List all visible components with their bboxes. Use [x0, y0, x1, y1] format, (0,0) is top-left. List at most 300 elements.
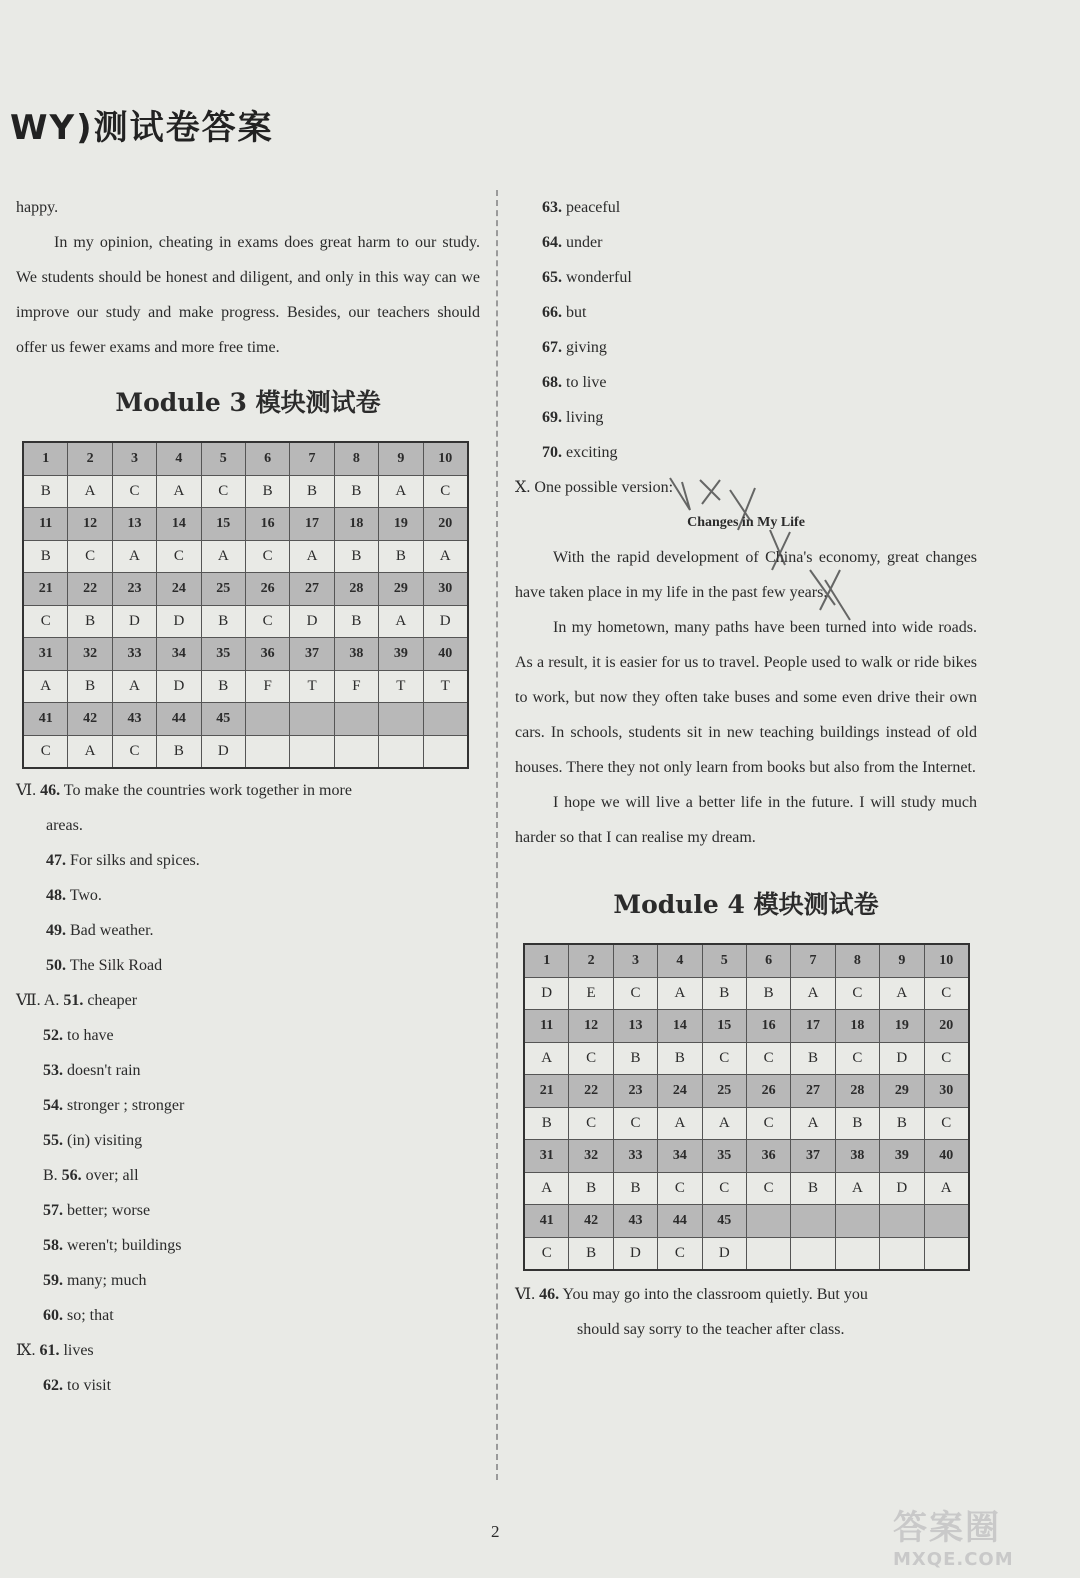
essay-paragraph: In my opinion, cheating in exams does great harm to our study. We students should be honest and diligent, and only in this way can we improve our study and make progress. Besides, our teachers should offer us fewer exams and more free time.	[16, 234, 480, 356]
table-header-row	[23, 638, 468, 671]
answer-cell: A	[68, 475, 112, 508]
table-answer-row	[23, 670, 468, 703]
question-number-cell	[791, 1205, 835, 1238]
answer-cell: C	[613, 1107, 657, 1140]
question-number-cell: 26	[245, 573, 289, 606]
answer-cell: B	[334, 475, 378, 508]
answer-cell: D	[880, 1172, 924, 1205]
answer-cell: D	[423, 605, 468, 638]
answer-text: Two.	[66, 887, 102, 904]
question-number: 64.	[542, 234, 562, 251]
answer-line	[16, 913, 480, 948]
answer-line	[16, 948, 480, 983]
answer-text: so; that	[63, 1307, 114, 1324]
question-number-cell: 34	[658, 1140, 702, 1173]
question-number: 65.	[542, 269, 562, 286]
question-number-cell: 17	[791, 1010, 835, 1043]
answer-line	[16, 878, 480, 913]
question-number-cell	[245, 703, 289, 736]
answer-cell: A	[379, 605, 423, 638]
answer-text: To make the countries work together in more	[60, 782, 352, 799]
question-number-cell: 27	[290, 573, 334, 606]
question-number-cell: 17	[290, 508, 334, 541]
answer-cell: C	[68, 540, 112, 573]
answer-cell: C	[746, 1107, 790, 1140]
table-header-row	[23, 573, 468, 606]
question-number-cell: 14	[157, 508, 201, 541]
question-number: 60.	[43, 1307, 63, 1324]
question-number-cell: 31	[524, 1140, 569, 1173]
section-label: Ⅵ.	[16, 782, 41, 799]
answer-line	[16, 1123, 480, 1158]
answer-text: weren't; buildings	[63, 1237, 182, 1254]
answer-text: to visit	[63, 1377, 112, 1394]
table-header-row	[524, 1140, 969, 1173]
question-number: 46.	[40, 782, 61, 799]
question-number: 70.	[542, 444, 562, 461]
answer-line	[16, 808, 480, 843]
intro-fragment: happy.	[16, 199, 59, 216]
answer-cell: B	[334, 605, 378, 638]
answer-line	[515, 295, 977, 330]
question-number-cell	[334, 703, 378, 736]
answer-cell: A	[112, 540, 156, 573]
question-number-cell: 34	[157, 638, 201, 671]
question-number: 55.	[43, 1132, 63, 1149]
answer-cell: A	[524, 1042, 569, 1075]
answer-cell: B	[702, 977, 746, 1010]
answer-cell: C	[23, 735, 68, 768]
answer-text: cheaper	[83, 992, 138, 1009]
question-number-cell: 43	[112, 703, 156, 736]
question-number-cell: 30	[423, 573, 468, 606]
question-number-cell: 7	[791, 944, 835, 977]
question-number: 67.	[542, 339, 562, 356]
answer-cell: B	[201, 605, 245, 638]
answer-cell: T	[423, 670, 468, 703]
answer-cell: A	[924, 1172, 969, 1205]
module4-title: Module 4 模块测试卷	[613, 890, 879, 919]
table-header-row	[524, 1075, 969, 1108]
question-number-cell: 1	[23, 442, 68, 475]
question-number: 57.	[43, 1202, 63, 1219]
question-number-cell: 3	[112, 442, 156, 475]
q46-line	[515, 1277, 977, 1312]
question-number-cell: 16	[245, 508, 289, 541]
answer-cell: A	[379, 475, 423, 508]
question-number-cell: 12	[68, 508, 112, 541]
question-number-cell: 37	[791, 1140, 835, 1173]
answer-cell: A	[791, 977, 835, 1010]
question-number-cell: 9	[379, 442, 423, 475]
answer-cell: B	[835, 1107, 879, 1140]
answer-text: but	[562, 304, 587, 321]
answer-line	[515, 190, 977, 225]
answer-cell: B	[658, 1042, 702, 1075]
answer-text: better; worse	[63, 1202, 151, 1219]
answer-cell: C	[746, 1172, 790, 1205]
question-number-cell: 30	[924, 1075, 969, 1108]
section-label: Ⅸ.	[16, 1342, 40, 1359]
question-number-cell: 6	[746, 944, 790, 977]
question-number-cell: 40	[924, 1140, 969, 1173]
answer-cell: B	[613, 1042, 657, 1075]
answer-cell: D	[201, 735, 245, 768]
answer-cell: A	[201, 540, 245, 573]
question-number-cell: 26	[746, 1075, 790, 1108]
answer-cell: C	[702, 1042, 746, 1075]
question-number-cell: 22	[68, 573, 112, 606]
answer-text: Bad weather.	[66, 922, 154, 939]
answer-cell: B	[746, 977, 790, 1010]
module3-answer-table	[22, 441, 469, 769]
question-number-cell: 13	[613, 1010, 657, 1043]
answer-cell: C	[245, 605, 289, 638]
question-number-cell: 37	[290, 638, 334, 671]
answer-cell: B	[23, 475, 68, 508]
question-number: 66.	[542, 304, 562, 321]
question-number-cell: 41	[524, 1205, 569, 1238]
answer-cell: C	[658, 1172, 702, 1205]
answer-text: For silks and spices.	[66, 852, 200, 869]
answer-cell: D	[880, 1042, 924, 1075]
question-number-cell: 31	[23, 638, 68, 671]
answer-cell: A	[658, 1107, 702, 1140]
answer-line	[16, 843, 480, 878]
site-watermark	[893, 1500, 1073, 1570]
question-number-cell: 28	[334, 573, 378, 606]
question-number: 46.	[539, 1286, 560, 1303]
answer-cell: A	[791, 1107, 835, 1140]
answer-cell: D	[157, 605, 201, 638]
essay-title: Changes in My Life	[687, 515, 805, 530]
answer-cell: D	[157, 670, 201, 703]
answer-cell: A	[835, 1172, 879, 1205]
right-column	[515, 190, 977, 1347]
answer-cell: B	[68, 670, 112, 703]
answer-text: peaceful	[562, 199, 621, 216]
question-number-cell: 25	[702, 1075, 746, 1108]
right-answer-list	[515, 190, 977, 470]
answer-line	[16, 1088, 480, 1123]
answer-cell	[791, 1237, 835, 1270]
answer-cell: C	[613, 977, 657, 1010]
table-answer-row	[23, 605, 468, 638]
answer-text: doesn't rain	[63, 1062, 141, 1079]
question-number-cell	[746, 1205, 790, 1238]
version-label: Ⅹ. One possible version:	[515, 479, 674, 496]
answer-cell: D	[702, 1237, 746, 1270]
question-number-cell: 4	[658, 944, 702, 977]
answer-text: living	[562, 409, 604, 426]
answer-cell: B	[569, 1172, 613, 1205]
answer-cell: B	[290, 475, 334, 508]
question-number-cell: 33	[112, 638, 156, 671]
table-answer-row	[524, 977, 969, 1010]
question-number-cell: 38	[334, 638, 378, 671]
answer-cell: C	[112, 475, 156, 508]
question-number: 56.	[61, 1167, 82, 1184]
table-header-row	[524, 1010, 969, 1043]
question-number: 63.	[542, 199, 562, 216]
table-answer-row	[23, 540, 468, 573]
question-number-cell: 42	[68, 703, 112, 736]
q46-continuation: should say sorry to the teacher after class.	[577, 1321, 845, 1338]
question-number: 53.	[43, 1062, 63, 1079]
question-number-cell: 29	[880, 1075, 924, 1108]
answer-cell: C	[23, 605, 68, 638]
left-column	[16, 190, 480, 1403]
question-number-cell: 18	[835, 1010, 879, 1043]
question-number-cell: 3	[613, 944, 657, 977]
question-number-cell: 24	[157, 573, 201, 606]
answer-line	[16, 1158, 480, 1193]
question-number-cell: 36	[245, 638, 289, 671]
module4-answer-table	[523, 943, 970, 1271]
answer-cell	[746, 1237, 790, 1270]
question-number-cell: 16	[746, 1010, 790, 1043]
answer-text: You may go into the classroom quietly. But you	[559, 1286, 868, 1303]
question-number-cell: 11	[524, 1010, 569, 1043]
essay-paragraph-3: I hope we will live a better life in the future. I will study much harder so that I can realise my dream.	[515, 794, 977, 846]
answer-cell	[379, 735, 423, 768]
question-number-cell: 12	[569, 1010, 613, 1043]
question-number-cell: 21	[524, 1075, 569, 1108]
answer-cell: B	[379, 540, 423, 573]
answer-cell: B	[157, 735, 201, 768]
answer-line	[16, 1053, 480, 1088]
watermark-line2: MXQE.COM	[893, 1549, 1014, 1570]
answer-cell: C	[924, 1107, 969, 1140]
answer-line	[515, 400, 977, 435]
answer-cell: C	[746, 1042, 790, 1075]
answer-text: lives	[59, 1342, 94, 1359]
question-number-cell: 45	[201, 703, 245, 736]
question-number: 49.	[46, 922, 66, 939]
answer-cell: B	[791, 1172, 835, 1205]
question-number: 68.	[542, 374, 562, 391]
table-answer-row	[23, 735, 468, 768]
answer-cell: C	[201, 475, 245, 508]
answer-cell: T	[290, 670, 334, 703]
question-number-cell: 39	[379, 638, 423, 671]
answer-cell	[835, 1237, 879, 1270]
question-number-cell: 32	[569, 1140, 613, 1173]
answer-cell: B	[245, 475, 289, 508]
left-answer-list	[16, 773, 480, 1403]
question-number-cell	[290, 703, 334, 736]
question-number-cell: 13	[112, 508, 156, 541]
question-number-cell: 5	[702, 944, 746, 977]
answer-cell: C	[924, 977, 969, 1010]
question-number-cell: 18	[334, 508, 378, 541]
answer-line	[16, 1298, 480, 1333]
question-number-cell: 11	[23, 508, 68, 541]
answer-line	[16, 983, 480, 1018]
answer-cell: B	[524, 1107, 569, 1140]
section-label: Ⅶ. A.	[16, 992, 64, 1009]
question-number-cell: 41	[23, 703, 68, 736]
table-answer-row	[524, 1172, 969, 1205]
module3-title: Module 3 模块测试卷	[115, 388, 381, 417]
question-number-cell	[423, 703, 468, 736]
question-number-cell: 21	[23, 573, 68, 606]
answer-cell: F	[245, 670, 289, 703]
question-number-cell: 5	[201, 442, 245, 475]
question-number-cell: 2	[569, 944, 613, 977]
question-number: 69.	[542, 409, 562, 426]
answer-cell: B	[613, 1172, 657, 1205]
essay-paragraph-2: In my hometown, many paths have been turned into wide roads. As a result, it is easier for us to travel. People used to walk or ride bikes to work, but now they often take buses and some even drive their own cars. In schools, students sit in new teaching buildings instead of old houses. There they not only learn from books but also from the Internet.	[515, 619, 977, 776]
question-number-cell: 25	[201, 573, 245, 606]
question-number-cell: 29	[379, 573, 423, 606]
question-number: 47.	[46, 852, 66, 869]
question-number-cell	[379, 703, 423, 736]
answer-cell: C	[112, 735, 156, 768]
answer-line	[16, 1368, 480, 1403]
answer-text: over; all	[81, 1167, 139, 1184]
answer-cell: A	[157, 475, 201, 508]
question-number-cell: 35	[201, 638, 245, 671]
answer-cell: B	[569, 1237, 613, 1270]
answer-cell	[924, 1237, 969, 1270]
question-number: 61.	[39, 1342, 60, 1359]
question-number-cell: 20	[924, 1010, 969, 1043]
column-divider	[496, 190, 498, 1480]
question-number-cell: 1	[524, 944, 569, 977]
table-header-row	[524, 1205, 969, 1238]
answer-cell	[245, 735, 289, 768]
answer-text: wonderful	[562, 269, 632, 286]
question-number-cell	[835, 1205, 879, 1238]
question-number-cell	[880, 1205, 924, 1238]
question-number-cell: 19	[379, 508, 423, 541]
answer-cell: C	[157, 540, 201, 573]
answer-cell	[880, 1237, 924, 1270]
answer-cell: C	[658, 1237, 702, 1270]
answer-cell	[290, 735, 334, 768]
question-number-cell: 44	[157, 703, 201, 736]
question-number: 51.	[63, 992, 84, 1009]
question-number-cell: 42	[569, 1205, 613, 1238]
question-number-cell: 22	[569, 1075, 613, 1108]
question-number-cell: 24	[658, 1075, 702, 1108]
answer-line	[515, 225, 977, 260]
table-answer-row	[524, 1042, 969, 1075]
answer-cell: C	[835, 1042, 879, 1075]
page-number: 2	[491, 1522, 500, 1541]
essay-paragraph-1: With the rapid development of China's economy, great changes have taken place in my life in the past few years.	[515, 549, 977, 601]
question-number-cell: 8	[835, 944, 879, 977]
answer-line	[16, 773, 480, 808]
answer-cell: A	[23, 670, 68, 703]
answer-cell: B	[23, 540, 68, 573]
answer-cell: E	[569, 977, 613, 1010]
question-number-cell	[924, 1205, 969, 1238]
question-number: 62.	[43, 1377, 63, 1394]
question-number-cell: 10	[423, 442, 468, 475]
answer-cell: A	[702, 1107, 746, 1140]
watermark-line1: 答案圈	[893, 1508, 1001, 1548]
answer-line	[16, 1193, 480, 1228]
question-number-cell: 20	[423, 508, 468, 541]
answer-cell: A	[290, 540, 334, 573]
question-number-cell: 14	[658, 1010, 702, 1043]
answer-cell: D	[613, 1237, 657, 1270]
question-number-cell: 23	[112, 573, 156, 606]
answer-cell: C	[702, 1172, 746, 1205]
table-header-row	[23, 508, 468, 541]
question-number-cell: 45	[702, 1205, 746, 1238]
answer-line	[16, 1228, 480, 1263]
answer-cell: B	[334, 540, 378, 573]
answer-cell: C	[569, 1042, 613, 1075]
answer-cell: A	[423, 540, 468, 573]
question-number-cell: 15	[201, 508, 245, 541]
question-number: 54.	[43, 1097, 63, 1114]
section-numeral: Ⅵ.	[515, 1286, 540, 1303]
question-number-cell: 38	[835, 1140, 879, 1173]
question-number-cell: 43	[613, 1205, 657, 1238]
question-number-cell: 19	[880, 1010, 924, 1043]
answer-cell: C	[423, 475, 468, 508]
answer-line	[515, 365, 977, 400]
answer-text: areas.	[46, 817, 83, 834]
answer-cell: B	[791, 1042, 835, 1075]
answer-cell: A	[524, 1172, 569, 1205]
question-number-cell: 39	[880, 1140, 924, 1173]
answer-cell: F	[334, 670, 378, 703]
answer-cell: C	[245, 540, 289, 573]
answer-text: giving	[562, 339, 607, 356]
answer-text: exciting	[562, 444, 618, 461]
question-number-cell: 36	[746, 1140, 790, 1173]
question-number-cell: 6	[245, 442, 289, 475]
page-title: WY)测试卷答案	[10, 108, 274, 148]
answer-line	[515, 435, 977, 470]
answer-line	[16, 1333, 480, 1368]
question-number-cell: 8	[334, 442, 378, 475]
answer-cell: C	[924, 1042, 969, 1075]
answer-cell: D	[524, 977, 569, 1010]
answer-cell: C	[524, 1237, 569, 1270]
question-number-cell: 35	[702, 1140, 746, 1173]
answer-text: under	[562, 234, 603, 251]
table-header-row	[23, 703, 468, 736]
answer-text: to live	[562, 374, 607, 391]
table-answer-row	[524, 1107, 969, 1140]
answer-cell: A	[880, 977, 924, 1010]
answer-cell: B	[201, 670, 245, 703]
answer-text: many; much	[63, 1272, 147, 1289]
table-answer-row	[23, 475, 468, 508]
answer-line	[16, 1018, 480, 1053]
answer-cell: A	[112, 670, 156, 703]
question-number-cell: 27	[791, 1075, 835, 1108]
answer-text: to have	[63, 1027, 114, 1044]
question-number-cell: 33	[613, 1140, 657, 1173]
answer-cell: A	[658, 977, 702, 1010]
question-number: 59.	[43, 1272, 63, 1289]
handwritten-mark	[660, 470, 880, 640]
answer-cell: D	[112, 605, 156, 638]
table-header-row	[524, 944, 969, 977]
answer-cell: T	[379, 670, 423, 703]
question-number-cell: 4	[157, 442, 201, 475]
answer-text: The Silk Road	[66, 957, 163, 974]
answer-cell: C	[835, 977, 879, 1010]
table-answer-row	[524, 1237, 969, 1270]
